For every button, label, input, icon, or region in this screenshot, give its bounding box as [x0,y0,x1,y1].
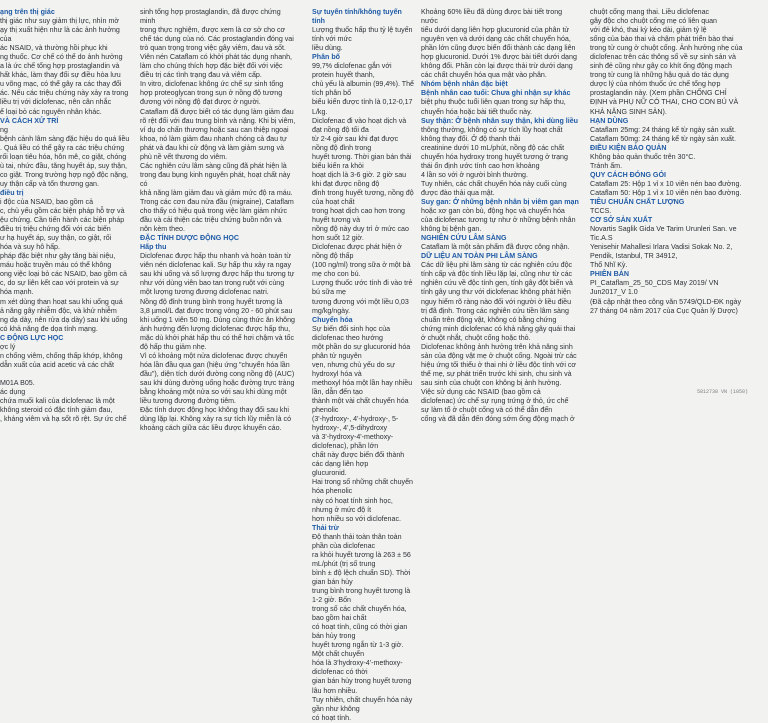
text-line: thái ổn định ước tính cao hơn khoảng [421,161,540,170]
text-line: điều trị các tình trạng đau và viêm cấp. [140,71,262,80]
text-line: ong việc loại bỏ các NSAID, bao gồm cả [0,270,127,279]
text-line: Khoảng 60% liều đã dùng được bài tiết trong nước [421,8,563,26]
text-line: biểu kiến được tính là 0,12-0,17 L/kg. [312,98,413,116]
text-line: ù tai, nhức đầu, tăng huyết áp, suy thận, [0,161,128,170]
text-line: Yenisehir Mahallesi Irlara Vadisi Sokak No. 2, [590,243,733,252]
text-line: trong tử cung ở chuột cống. Ảnh hưởng nhẹ của [590,44,743,53]
text-line: với đẻ khó, thai kỳ kéo dài, giảm tỷ lệ [590,26,707,35]
text-line: (100 ng/ml) trong sữa ở một bà mẹ cho con bú. [312,261,411,279]
text-line: độ hấp thu giảm nhẹ. [140,342,207,351]
text-line: ĐỊNH và PHỤ NỮ CÓ THAI, CHO CON BÚ VÀ [590,98,739,107]
text-line: (3'-hydroxy-, 4'-hydroxy-, 5-hydroxy-, 4',5-dihydroxy [312,415,399,433]
text-line: hợp proteoglycan trong sụn ở nồng độ tương [140,89,283,98]
section-heading: ạng trên thị giác [0,8,55,16]
section-heading: ĐIỀU KIỆN BẢO QUẢN [590,143,667,152]
text-line: Diclofenac đi vào hoạt dịch và đạt nồng độ tối đa [312,116,407,134]
text-line: biệt phụ thuộc tuổi liên quan trong sự hấp thu, [421,98,566,107]
text-line: nồng độ này duy trì ở mức cao hơn suốt 12 giờ. [312,225,409,243]
text-line: một phần do sự glucuronid hóa phân tử nguyên [312,342,411,360]
text-line: hóa mạnh. [0,288,34,297]
text-line: một lượng tương đương diclofenac natri. [140,288,269,297]
text-line: trò quan trọng trong việc gây viêm, đau và sốt. [140,44,286,53]
text-line: Cataflam 50: Hộp 1 vỉ x 10 viên nén bao đường. [590,188,742,197]
text-line: glucuronid. [312,469,347,478]
text-line: huyết tương. Thời gian bán thải biểu kiến ra khỏi [312,152,412,170]
text-line: , kháng viêm và hạ sốt rõ rệt. Sự ức chế [0,415,127,424]
text-line: sau sinh của chuột con không bị ảnh hưởng. [421,378,562,387]
text-line: được đào thải qua mật. [421,188,495,197]
text-line: . Quá liều có thể gây ra các triệu chứng [0,143,125,152]
text-line: phát và đau khi cử động và làm giảm sưng và [140,143,284,152]
text-line: Tuy nhiên, chất chuyển hóa này gần như không [312,695,413,713]
text-line: có hoạt tính, cũng có thời gian bán hủy trong [312,623,408,641]
text-line: Trong các cơn đau nửa đầu (migraine), Cataflam [140,197,294,206]
text-line: tính cấp và độc tính liều lặp lại, cũng như từ các [421,270,573,279]
text-line: bệnh cảnh lâm sàng đặc hiệu do quá liều [0,134,130,143]
text-line: phù nề vết thương do viêm. [140,152,228,161]
text-line: Jun2017_V 1.0 [590,288,638,297]
text-line: Diclofenac được hấp thu nhanh và hoàn toàn từ [140,252,292,261]
text-line: 27 tháng 04 năm 2017 của Cục Quản lý Dược) [590,306,738,315]
section-heading: VÀ CÁCH XỬ TRÍ [0,116,59,125]
text-line: bình ± độ lệch chuẩn SD). Thời gian bán hủy [312,568,411,586]
text-line: trong thực nghiệm, được xem là cơ sở cho cơ [140,26,286,35]
text-line: thị giác như suy giảm thị lực, nhìn mờ [0,17,120,26]
text-line: từ 2-4 giờ sau khi đạt được nồng độ đỉnh trong [312,134,399,152]
text-line: Thổ Nhĩ Kỳ. [590,261,628,270]
text-line: đầu và cải thiện các triệu chứng buồn nôn và [140,216,282,225]
text-line: khi uống 1 viên 50 mg. Dùng cùng thức ăn không [140,315,296,324]
section-heading: Sự tuyến tính/không tuyến tính [312,8,402,26]
text-line: trong đau bụng kinh nguyên phát, hoạt chất này có [140,170,291,188]
section-heading: QUY CÁCH ĐÓNG GÓI [590,170,666,179]
text-line: của diclofenac tương tự như ở những bệnh nhân [421,216,576,225]
text-line: Hai trong số những chất chuyển hóa phenolic [312,478,413,496]
text-line: ả năng gây nhiễm độc, và khử nhiễm [0,306,117,315]
text-line: u võng mạc, có thể gây ra các thay đổi [0,80,122,89]
text-line: co giật. Trong trường hợp ngộ độc nặng, [0,170,129,179]
text-line: uy thận cấp và tổn thương gan. [0,179,99,188]
text-line: ng dạ dày, nên rửa dạ dày) sau khi uống [0,315,128,324]
section-heading: DỮ LIỆU AN TOÀN PHI LÂM SÀNG [421,252,538,261]
text-line: không thay đổi. Ở độ thanh thải [421,134,521,143]
section-heading: Thải trừ [312,523,339,532]
text-line: nguyên vẹn và dưới dạng các chất chuyển hóa, [421,35,571,44]
text-line: thông thường, không có sự tích lũy hoạt chất [421,125,563,134]
section-heading: điều trị [0,188,24,197]
text-line: Cataflam đã được biết có tác dụng làm giảm đau [140,107,294,116]
text-line: hất khác, làm thay đổi sự điều hòa lưu [0,71,121,80]
section-heading: NGHIÊN CỨU LÂM SÀNG [421,234,507,243]
section-heading: Suy gan: Ở những bệnh nhân bị viêm gan mạn [421,197,579,206]
text-line: Diclofenac không ảnh hưởng trên khả năng sinh [421,342,573,351]
text-line: không steroid có đặc tính giảm đau, [0,406,113,415]
text-line: Không bảo quản thuốc trên 30°C. [590,152,696,161]
section-heading: Hấp thu [140,243,167,252]
section-heading: Nhóm bệnh nhân đặc biệt [421,80,508,89]
text-line: TCCS. [590,207,612,216]
text-line: chế tác dụng của nó. Các prostaglandin đóng vai [140,35,294,44]
section-heading: TIÊU CHUẨN CHẤT LƯỢNG [590,197,685,206]
text-line: điều trị triệu chứng đối với các biến [0,225,111,234]
text-line: c, do sự liên kết cao với protein và sự [0,279,119,288]
text-line: phần lớn cũng được biến đổi thành các dạng liên [421,44,576,53]
text-line: rối loạn tiêu hóa, hôn mê, co giật, chóng [0,152,127,161]
text-column-1 [0,8,130,424]
text-line: sau khi uống và số lượng được hấp thu tương tự [140,270,295,279]
text-line: methoxyl hóa một lần hay nhiều lần, dẫn đến tạo [312,378,413,396]
text-line: rõ rệt đối với đau trung bình và nặng. Khi bị viêm, [140,116,296,125]
text-line: ư hạ huyết áp, suy thận, co giật, rối [0,234,112,243]
text-line: Việc sử dụng các NSAID (bao gồm cả [421,387,541,396]
text-line: không đổi. Phần còn lại được thải trừ dưới dạng [421,62,573,71]
text-line: tính gây ung thư với diclofenac không phát hiện [421,288,571,297]
text-line: 99,7% diclofenac gắn với protein huyết thanh, [312,62,392,80]
text-line: khả năng làm giảm đau và giảm mức độ ra máu. [140,188,293,197]
text-line: hóa lần đầu qua gan (hiệu ứng "chuyển hóa lần [140,360,290,369]
text-line: creatinine dưới 10 mL/phút, nồng độ các chất [421,143,565,152]
text-line: có khả năng đe dọa tính mạng. [0,324,98,333]
text-line: gian bán hủy trong huyết tương lâu hơn nhiều. [312,677,412,695]
text-line: Cataflam 25mg: 24 tháng kể từ ngày sản xuất. [590,125,736,134]
text-line: pháp đặc biệt như gây tăng bài niệu, [0,252,116,261]
text-line: trong tử cung là những hậu quả do tác dụng [590,71,729,80]
text-line: bằng khoảng một nửa so với sau khi dùng một [140,387,287,396]
text-line: máu hoặc truyền máu có thể không [0,261,112,270]
text-line: ng thuốc. Cơ chế có thể do ảnh hưởng [0,53,123,62]
text-line: huyết tương ngắn từ 1-3 giờ. Một chất chuyển [312,641,404,659]
text-line: c, chủ yếu gồm các biện pháp hỗ trợ và [0,207,125,216]
text-line: ví dụ do chấn thương hoặc sau can thiệp ngoại [140,125,289,134]
text-line: ra khỏi huyết tương là 263 ± 56 mL/phút (trị số trung [312,550,411,568]
text-line: trong số các chất chuyển hóa, bao gồm hai chất [312,605,407,623]
text-line: đầu"), diện tích dưới đường cong nồng độ (AUC) [140,369,295,378]
text-line: sản của động vật mẹ ở chuột cống. Ngoài trừ các [421,351,577,360]
text-line: Tuy nhiên, các chất chuyển hóa này cuối cùng [421,179,567,188]
text-line: ợc lý [0,342,16,351]
text-line: Lượng thuốc ước tính đi vào trẻ bú sữa mẹ [312,279,413,297]
text-line: Diclofenac được phát hiện ở nồng độ thấp [312,243,402,261]
text-line: không bị bệnh gan. [421,225,482,234]
text-line: sự làm tổ ở chuột cống và có thể dẫn đến [421,406,553,415]
text-line: trị đã định. Trong các nghiên cứu tiền lâm sàng [421,306,569,315]
text-line: ác NSAID, và thường hồi phục khi [0,44,108,53]
text-line: hóa là 3'hydroxy-4'-methoxy-diclofenac có thời [312,659,403,677]
text-line: Lượng thuốc hấp thu tỷ lệ tuyến tính với mức [312,26,413,44]
text-line: Tránh ẩm. [590,161,623,170]
text-line: 4 lần so với ở người bình thường. [421,170,528,179]
text-line: nguy hiểm rõ ràng nào đối với người ở liều điều [421,297,572,306]
text-line: chuẩn trên động vật, không có bằng chứng [421,315,557,324]
text-line: Sự biến đổi sinh học của diclofenac theo hướng [312,324,391,342]
text-line: ác. Nếu các triệu chứng này xảy ra trong [0,89,129,98]
text-line: chuyển hóa hydroxy trong huyết tương ở trạng [421,152,568,161]
text-line: Cataflam 50mg: 24 tháng kể từ ngày sản xuất. [590,134,736,143]
text-column-5 [590,8,766,401]
text-line: ng [0,125,8,134]
text-line: Các nghiên cứu lâm sàng cũng đã phát hiện là [140,161,287,170]
text-line: mặc dù khởi phát hấp thu có thể hơi chậm và tốc [140,333,295,342]
text-line: cho thấy có hiệu quả trong việc làm giảm nhức [140,207,288,216]
section-heading: Phân bố [312,53,340,62]
text-line [0,370,130,379]
text-line: Cataflam 25: Hộp 1 vỉ x 10 viên nén bao đường. [590,179,742,188]
text-line: i độc của NSAID, bao gồm cả [0,197,94,206]
section-heading: CƠ SỞ SẢN XUẤT [590,216,653,225]
text-line: nôn kèm theo. [140,225,185,234]
text-line: dược lý của nhóm thuốc ức chế tổng hợp [590,80,721,89]
text-line: sinh tổng hợp prostaglandin, đã được chứng minh [140,8,281,26]
text-column-2 [140,8,297,433]
text-line: chủ yếu là albumin (99,4%). Thể tích phân bố [312,80,414,98]
text-line: Novartis Saglik Gida Ve Tarim Urunleri San. ve [590,225,737,234]
section-heading: C ĐỘNG LỰC HỌC [0,333,64,342]
text-line: hoạt dịch là 3-6 giờ. 2 giờ sau khi đạt được nồng độ [312,170,407,188]
text-line: Viên nén Cataflam có khởi phát tác dụng nhanh, [140,53,293,62]
text-line: Tic.A.S [590,234,613,243]
text-line: này có hoạt tính sinh học, nhưng ở mức độ ít [312,496,393,514]
text-line: hoặc xơ gan còn bù, động học và chuyển hóa [421,207,565,216]
text-line: trung bình trong huyết tương là 1-2 giờ. Bốn [312,587,411,605]
section-heading: Suy thận: Ở bệnh nhân suy thận, khi dùng liều [421,116,578,125]
text-line: diclofenac trên các thông số về sự sinh sản và [590,53,736,62]
text-line: thành một vài chất chuyển hóa phenolic [312,397,409,415]
text-line: khoảng cách giữa các liều được khuyến cáo. [140,424,282,433]
text-line: Nồng độ đỉnh trung bình trong huyết tương là [140,297,283,306]
text-line: đương với nồng độ đạt được ở người. [140,98,261,107]
text-line: hơn nhiều so với diclofenac. [312,514,401,523]
text-line: dùng lặp lại. Không xảy ra sự tích lũy miễn là có [140,415,292,424]
section-heading: Chuyển hóa [312,315,353,324]
text-line: Cataflam là một sản phẩm đã được công nhận. [421,243,570,252]
text-line: ác dụng [0,387,26,396]
text-line: như với dùng viên bao tan trong ruột với cùng [140,279,285,288]
section-heading: HẠN DÙNG [590,116,629,125]
text-line: có hoạt tính. [312,713,352,722]
text-line: a là ức chế tổng hợp prostaglandin và [0,62,120,71]
text-line: tiểu dưới dạng liên hợp glucuronid của phân tử [421,26,570,35]
text-line: khoa, nó làm giảm đau nhanh chóng cả đau tự [140,134,287,143]
text-line: chuột cống mang thai. Liều diclofenac [590,8,710,16]
text-line: n chống viêm, chống thấp khớp, không [0,351,123,360]
text-line: prostaglandin này. (Xem phần CHỐNG CHỈ [590,89,727,98]
text-column-3 [312,8,415,722]
text-line: liều dùng. [312,44,343,53]
text-line: sinh đẻ cũng như gây co khít ống động mạch [590,62,732,71]
section-heading: Bệnh nhân cao tuổi: Chưa ghi nhận sự khác [421,89,571,98]
text-line: chuyển hóa hoặc bài tiết thuốc này. [421,107,533,116]
text-line: làm cho chúng thích hợp đặc biệt đối với việc [140,62,283,71]
text-line: sau khi dùng đường uống hoặc đường trực tràng [140,378,295,387]
text-line: ạy thị xuất hiện như là các ảnh hưởng của [0,26,120,44]
text-line: 3,8 µmol/L đạt được trong vòng 20 - 60 phút sau [140,306,293,315]
text-line: diclofenac) ức chế sự rụng trứng ở thỏ, ức chế [421,397,569,406]
text-line: Độ thanh thải toàn thân toàn phần của diclofenac [312,532,402,550]
text-line: trong hoạt dịch cao hơn trong huyết tương và [312,207,405,225]
text-line: tương đương với một liều 0,03 mg/kg/ngày. [312,297,409,315]
text-line: Đặc tính dược động học không thay đổi sau khi [140,406,290,415]
text-line: vẹn, nhưng chủ yếu do sự hydroxyl hóa và [312,360,395,378]
text-line: ệu chứng. Cần tiến hành các biện pháp [0,216,125,225]
text-line: ể loại bỏ các nguyên nhân khác. [0,107,102,116]
text-line: thể mẹ, sự phát triển trước khi sinh, chu sinh và [421,369,572,378]
text-line: m xét dùng than hoạt sau khi uống quá [0,297,123,306]
text-line: chứng minh diclofenac có khả năng gây quái thai [421,324,576,333]
text-line: PI_Cataflam_25_50_CDS May 2019/ VN [590,279,719,288]
text-line: Pendik, Istanbul, TR 34912, [590,252,678,261]
text-line: ảnh hưởng đến lượng diclofenac được hấp thu, [140,324,291,333]
text-line: đỉnh trong huyết tương, nồng độ của hoạt chất [312,188,414,206]
section-heading: PHIÊN BẢN [590,270,630,279]
text-line: hiệu ứng tối thiểu ở thai nhi ở liều độc tính với cơ [421,360,577,369]
text-line: liều tương đương đường tiêm. [140,397,237,406]
text-line: hợp glucuronid. Dưới 1% được bài tiết dưới dạng [421,53,577,62]
text-line: viên nén diclofenac kali. Sự hấp thu xảy ra ngay [140,261,292,270]
text-line: chất này được biến đổi thành các dạng liên hợp [312,451,405,469]
section-heading: ĐẶC TÍNH DƯỢC ĐỘNG HỌC [140,234,240,243]
text-line: liều trị với diclofenac, nên cân nhắc [0,98,112,107]
text-line: KHẢ NĂNG SINH SẢN). [590,107,667,116]
text-column-4 [421,8,579,424]
text-line: nghiên cứu về độc tính gen, tính gây đột biến và [421,279,573,288]
text-line: cống và đã dẫn đến đóng sớm ống động mạch ở [421,415,575,424]
text-line: Các dữ liệu phi lâm sàng từ các nghiên cứu độc [421,261,573,270]
text-line: dẫn xuất của acid acetic và các chất [0,360,114,369]
text-line: In vitro, diclofenac không ức chế sự sinh tổng [140,80,284,89]
text-line: ở chuột nhắt, chuột cống hoặc thỏ. [421,333,531,342]
text-line: hóa và suy hô hấp. [0,243,60,252]
text-line: gây độc cho chuột cống mẹ có liên quan [590,17,717,26]
text-line: sống của bào thai và chậm phát triển bào thai [590,35,734,44]
text-line: các chất chuyển hóa qua mật vào phân. [421,71,547,80]
text-line: (Đã cập nhật theo công văn 5749/QLD-ĐK ngày [590,297,742,306]
text-line: chứa muối kali của diclofenac là một [0,397,115,406]
text-line: và 3'-hydroxy-4'-methoxy-diclofenac), phần lớn [312,433,394,451]
text-line: M01A B05. [0,378,35,387]
print-code: 5812738 VN (1050) [696,389,748,395]
text-line: Vì có khoảng một nửa diclofenac được chuyển [140,351,288,360]
